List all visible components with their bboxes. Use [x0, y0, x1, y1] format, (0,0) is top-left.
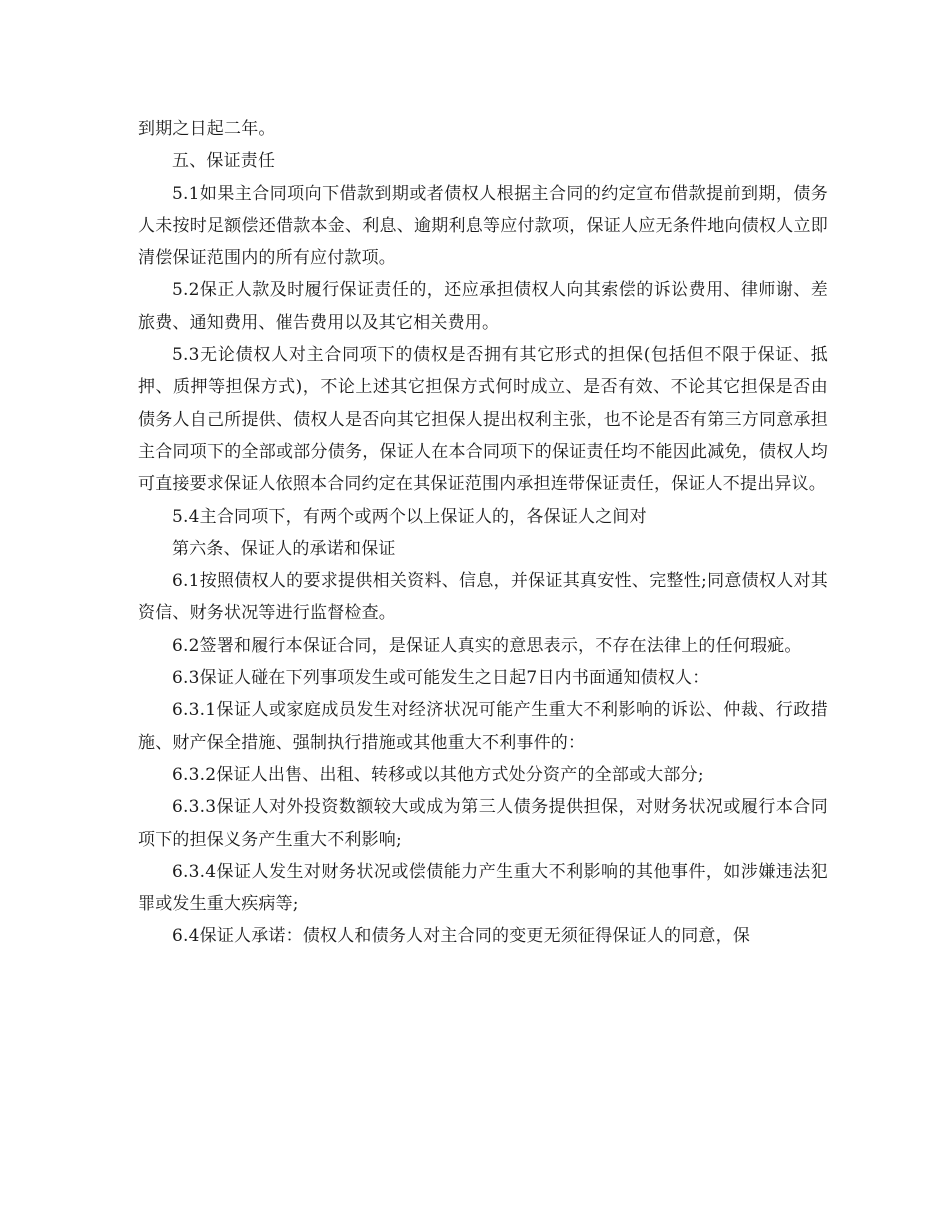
section-heading-5: 五、保证责任 [172, 151, 276, 172]
clause-5-1: 5.1如果主合同项向下借款到期或者债权人根据主合同的约定宣布借款提前到期，债务人未按时足额偿还借款本金、利息、逾期利息等应付款项，保证人应无条件地向债权人立即清偿保证范围内的所有应付款项。 [138, 183, 828, 269]
clause-6-3-4: 6.3.4保证人发生对财务状况或偿债能力产生重大不利影响的其他事件，如涉嫌违法犯罪或发生重大疾病等; [138, 861, 828, 915]
clause-5-2: 5.2保正人款及时履行保证责任的，还应承担债权人向其索偿的诉讼费用、律师谢、差旅费、通知费用、催告费用以及其它相关费用。 [138, 280, 828, 333]
document-body [138, 113, 828, 953]
clause-6-3: 6.3保证人碰在下列事项发生或可能发生之日起7日内书面通知债权人： [172, 668, 710, 689]
clause-6-3-2: 6.3.2保证人出售、出租、转移或以其他方式处分资产的全部或大部分; [172, 764, 704, 785]
clause-6-3-3: 6.3.3保证人对外投资数额较大或成为第三人债务提供担保，对财务状况或履行本合同项下的担保义务产生重大不利影响; [138, 797, 828, 850]
section-heading-6: 第六条、保证人的承诺和保证 [172, 538, 396, 559]
paragraph-1: 到期之日起二年。 [138, 119, 276, 139]
clause-6-1: 6.1按照债权人的要求提供相关资料、信息，并保证其真安性、完整性;同意债权人对其资信、财务状况等进行监督检查。 [138, 571, 828, 624]
clause-6-4: 6.4保证人承诺：债权人和债务人对主合同的变更无须征得保证人的同意，保 [172, 926, 751, 947]
clause-6-3-1: 6.3.1保证人或家庭成员发生对经济状况可能产生重大不利影响的诉讼、仲裁、行政措施、财产保全措施、强制执行措施或其他重大不利事件的： [138, 700, 828, 753]
clause-5-3: 5.3无论债权人对主合同项下的债权是否拥有其它形式的担保(包括但不限于保证、抵押、质押等担保方式)，不论上述其它担保方式何时成立、是否有效、不论其它担保是否由债务人自己所提供、债权人是否向其它担保人提出权利主张，也不论是否有第三方同意承担主合同项下的全部或部分债务，保证人在本合同项下的保证责任均不能因此减免，债权人均可直接要求保证人依照本合同约定在其保证范围内承担连带保证责任，保证人不提出异议。 [138, 345, 828, 495]
clause-6-2: 6.2签署和履行本保证合同，是保证人真实的意思表示，不存在法律上的任何瑕疵。 [172, 635, 802, 656]
clause-5-4: 5.4主合同项下，有两个或两个以上保证人的，各保证人之间对 [172, 506, 647, 527]
